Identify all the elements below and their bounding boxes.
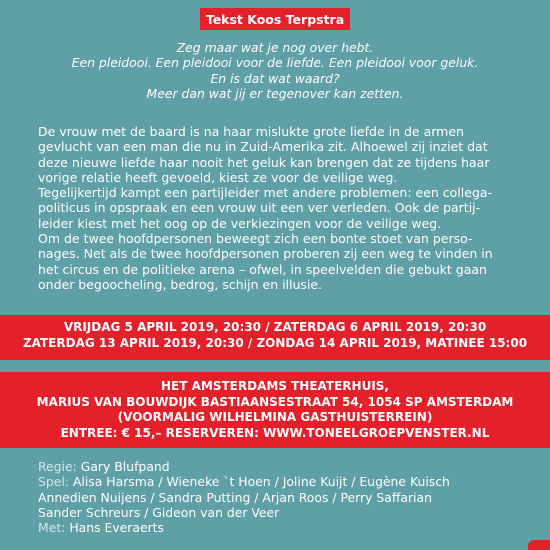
quote-line: Meer dan wat jij er tegenover kan zetten. bbox=[146, 86, 404, 102]
synopsis-line: nages. Net als de twee hoofdpersonen proberen zij een weg te vinden in bbox=[38, 246, 493, 262]
synopsis-line: vorige relatie heeft gevoeld, kiest ze voor de veilige weg. bbox=[38, 169, 398, 185]
credit-regie bbox=[38, 459, 538, 474]
quote-line: Een pleidooi. Een pleidooi voor de liefde. Een pleidooi voor geluk. bbox=[71, 55, 479, 71]
venue-name: HET AMSTERDAMS THEATERHUIS, bbox=[161, 379, 389, 393]
synopsis-line: deze nieuwe liefde haar nooit het geluk kan brengen dat ze tijdens haar bbox=[38, 154, 490, 170]
synopsis-line: politicus in opspraak en een vrouw uit een ver verleden. Ook de partij- bbox=[38, 200, 481, 216]
quote-line: En is dat wat waard? bbox=[210, 70, 340, 86]
quote-block bbox=[0, 40, 550, 102]
credit-value: Alisa Harsma / Wieneke `t Hoen / Joline Kuijt / Eugène Kuisch bbox=[72, 474, 450, 490]
credit-spel-line: Annedien Nuijens / Sandra Putting / Arjan Roos / Perry Saffarian bbox=[38, 489, 432, 505]
author-badge bbox=[200, 8, 350, 30]
venue-address: MARIUS VAN BOUWDIJK BASTIAANSESTRAAT 54, 1054 SP AMSTERDAM bbox=[36, 394, 514, 409]
credit-spel bbox=[38, 474, 538, 489]
synopsis-line: gevlucht van een man die nu in Zuid-Amerika zit. Alhoewel zij inziet dat bbox=[38, 139, 488, 155]
performance-dates-band bbox=[0, 315, 550, 360]
credit-label: Met: bbox=[38, 520, 66, 536]
entry-reservation-line[interactable]: ENTREE: € 15,– RESERVEREN: WWW.TONEELGROEPVENSTER.NL bbox=[60, 425, 490, 440]
synopsis-line: Om de twee hoofdpersonen beweegt zich een bonte stoet van perso- bbox=[38, 231, 473, 247]
synopsis-line: leider kiest met het oog op de verkiezingen voor de veilige weg. bbox=[38, 215, 442, 231]
venue-band bbox=[0, 372, 550, 448]
credit-label: Spel: bbox=[38, 474, 69, 490]
dates-line: VRIJDAG 5 APRIL 2019, 20:30 / ZATERDAG 6 APRIL 2019, 20:30 bbox=[63, 320, 487, 334]
credit-value: Hans Everaerts bbox=[69, 520, 164, 536]
credit-label: Regie: bbox=[38, 459, 77, 474]
credit-spel-line: Sander Schreurs / Gideon van der Veer bbox=[38, 504, 280, 520]
venue-note: (VOORMALIG WILHELMINA GASTHUISTERREIN) bbox=[117, 410, 433, 424]
credit-met bbox=[38, 520, 538, 535]
synopsis-line: De vrouw met de baard is na haar mislukte grote liefde in de armen bbox=[38, 124, 464, 139]
synopsis-line: Tegelijkertijd kampt een partijleider met andere problemen: een collega- bbox=[38, 185, 493, 201]
synopsis-line: onder begoocheling, bedrog, schijn en illusie. bbox=[38, 276, 323, 292]
author-text: Tekst Koos Terpstra bbox=[205, 11, 345, 27]
credit-value: Gary Blufpand bbox=[80, 459, 170, 474]
quote-line: Zeg maar wat je nog over hebt. bbox=[176, 40, 374, 55]
synopsis-line: het circus en de politieke arena – ofwel, in speelvelden die gebukt gaan bbox=[38, 261, 487, 277]
dates-line: ZATERDAG 13 APRIL 2019, 20:30 / ZONDAG 14 APRIL 2019, MATINEE 15:00 bbox=[22, 335, 528, 350]
synopsis-text bbox=[38, 124, 518, 292]
credits-block bbox=[38, 459, 538, 535]
corner-logo-mark bbox=[528, 540, 550, 550]
